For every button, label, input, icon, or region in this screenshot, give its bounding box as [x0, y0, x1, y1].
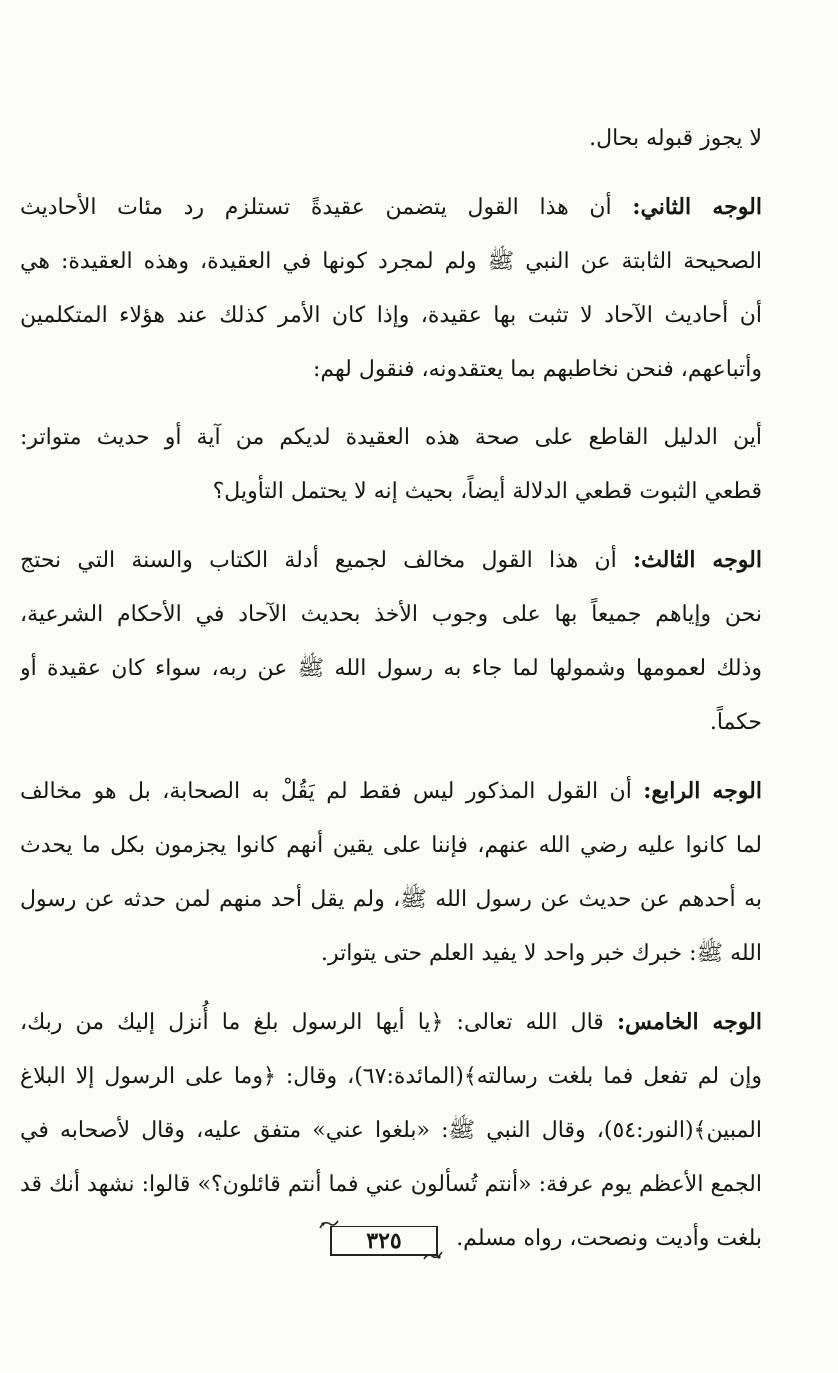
- section-heading: الوجه الرابع:: [643, 778, 762, 804]
- text-line: وإن لم تفعل فما بلغت رسالته﴾(المائدة:٦٧)، وقال: ﴿وما على الرسول إلا البلاغ: [20, 1064, 762, 1089]
- text-line: به أحدهم عن حديث عن رسول الله ﷺ، ولم يقل أحد منهم لمن حدثه عن رسول: [20, 887, 762, 912]
- text-line: وأتباعهم، فنحن نخاطبهم بما يعتقدونه، فنقول لهم:: [312, 357, 762, 382]
- text-line: [20, 180, 762, 235]
- text-fragment: قال الله تعالى: ﴿يا أيها الرسول بلغ ما أُنزل إليك من ربك،: [20, 1010, 617, 1035]
- text-line: أين الدليل القاطع على صحة هذه العقيدة لديكم من آية أو حديث متواتر:: [20, 425, 762, 450]
- text-fragment: أن القول المذكور ليس فقط لم يَقُلْ به الصحابة، بل هو مخالف: [20, 779, 644, 804]
- body-text: [20, 112, 762, 1280]
- text-line: الصحيحة الثابتة عن النبي ﷺ ولم لمجرد كونها في العقيدة، وهذه العقيدة: هي: [20, 249, 762, 274]
- text-line: لا يجوز قبوله بحال.: [589, 126, 762, 151]
- paragraph-4: [20, 533, 762, 750]
- text-line: بلغت وأديت ونصحت، رواه مسلم.: [456, 1226, 762, 1251]
- paragraph-1: [20, 112, 762, 166]
- text-line: الله ﷺ: خبرك خبر واحد لا يفيد العلم حتى يتواتر.: [321, 941, 762, 966]
- page-number: ٣٢٥: [330, 1226, 438, 1256]
- text-line: لما كانوا عليه رضي الله عنهم، فإننا على يقين أنهم كانوا يجزمون بكل ما يحدث: [20, 833, 762, 858]
- text-line: [20, 764, 762, 819]
- paragraph-2: [20, 180, 762, 397]
- section-heading: الوجه الثالث:: [632, 547, 762, 573]
- text-line: أن أحاديث الآحاد لا تثبت بها عقيدة، وإذا كان الأمر كذلك عند هؤلاء المتكلمين: [20, 303, 762, 328]
- text-line: نحن وإياهم جميعاً بها على وجوب الأخذ بحديث الآحاد في الأحكام الشرعية،: [20, 602, 762, 627]
- section-heading: الوجه الخامس:: [616, 1009, 762, 1035]
- text-line: قطعي الثبوت قطعي الدلالة أيضاً، بحيث إنه لا يحتمل التأويل؟: [212, 479, 762, 504]
- text-fragment: أن هذا القول مخالف لجميع أدلة الكتاب والسنة التي نحتج: [20, 548, 633, 573]
- text-line: [20, 533, 762, 588]
- text-line: الجمع الأعظم يوم عرفة: «أنتم تُسألون عني فما أنتم قائلون؟» قالوا: نشهد أنك قد: [20, 1172, 762, 1197]
- text-line: حكماً.: [709, 710, 762, 735]
- section-heading: الوجه الثاني:: [632, 194, 762, 220]
- corner-ornament-icon: [422, 1250, 444, 1262]
- text-line: المبين﴾(النور:٥٤)، وقال النبي ﷺ: «بلغوا عني» متفق عليه، وقال لأصحابه في: [20, 1118, 762, 1143]
- text-line: [20, 995, 762, 1050]
- paragraph-5: [20, 764, 762, 981]
- paragraph-3: [20, 411, 762, 519]
- text-line: وذلك لعمومها وشمولها لما جاء به رسول الله ﷺ عن ربه، سواء كان عقيدة أو: [20, 656, 762, 681]
- page-number-frame: [318, 1218, 444, 1262]
- text-fragment: أن هذا القول يتضمن عقيدةً تستلزم رد مئات الأحاديث: [20, 195, 633, 220]
